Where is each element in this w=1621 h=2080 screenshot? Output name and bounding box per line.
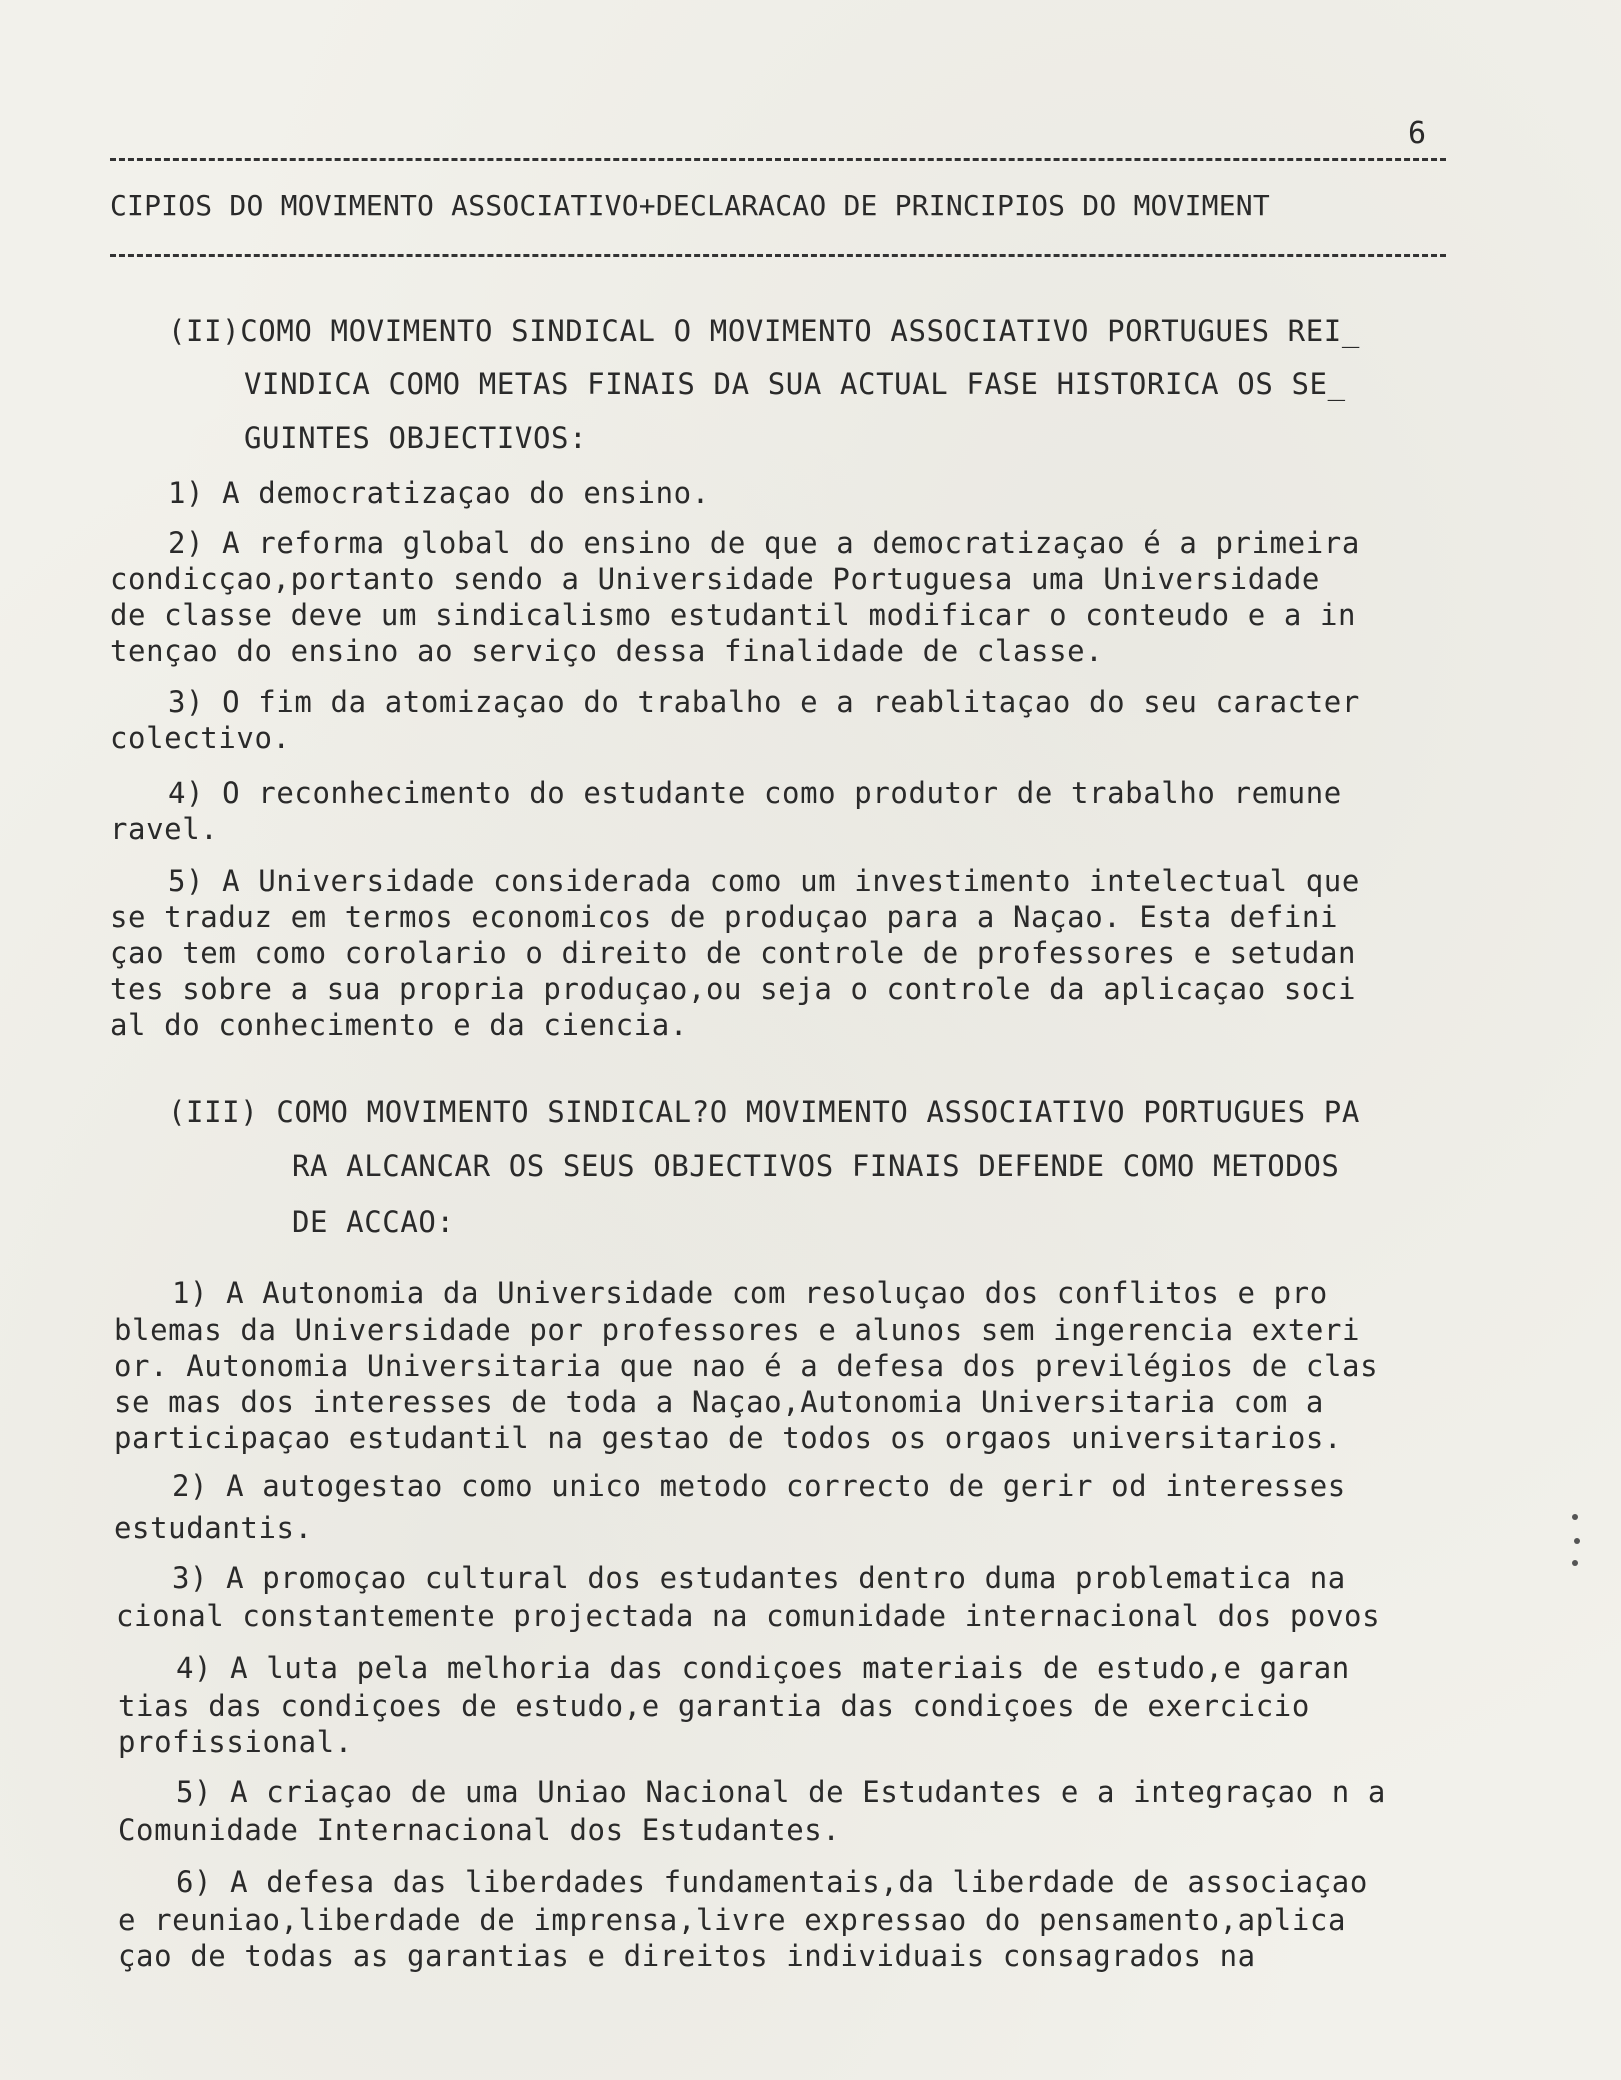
- section-iii-heading-line: (III) COMO MOVIMENTO SINDICAL?O MOVIMENTO ASSOCIATIVO PORTUGUES PA: [168, 1095, 1360, 1129]
- section-ii-item-line: condicçao,portanto sendo a Universidade Portuguesa uma Universidade: [110, 562, 1320, 596]
- section-iii-item-line: or. Autonomia Universitaria que nao é a defesa dos previlégios de clas: [114, 1349, 1379, 1383]
- section-iii-item-line: 2) A autogestao como unico metodo correcto de gerir od interesses: [172, 1469, 1346, 1503]
- section-ii-heading-line: (II)COMO MOVIMENTO SINDICAL O MOVIMENTO ASSOCIATIVO PORTUGUES REI_: [168, 314, 1360, 348]
- section-iii-item-line: 6) A defesa das liberdades fundamentais,da liberdade de associaçao: [176, 1865, 1368, 1899]
- section-ii-item-line: 1) A democratizaçao do ensino.: [168, 476, 710, 510]
- section-ii-heading-line: VINDICA COMO METAS FINAIS DA SUA ACTUAL FASE HISTORICA OS SE_: [244, 367, 1346, 401]
- section-ii-heading-line: GUINTES OBJECTIVOS:: [244, 421, 588, 455]
- section-iii-item-line: cional constantemente projectada na comunidade internacional dos povos: [116, 1599, 1381, 1633]
- section-iii-item-line: çao de todas as garantias e direitos individuais consagrados na: [118, 1939, 1256, 1973]
- section-iii-item-line: Comunidade Internacional dos Estudantes.: [118, 1813, 841, 1847]
- section-iii-item-line: blemas da Universidade por professores e alunos sem ingerencia exteri: [114, 1313, 1361, 1347]
- section-ii-item-line: 5) A Universidade considerada como um investimento intelectual que: [168, 864, 1360, 898]
- section-ii-item-line: tes sobre a sua propria produçao,ou seja o controle da aplicaçao soci: [110, 972, 1357, 1006]
- section-iii-heading-line: RA ALCANCAR OS SEUS OBJECTIVOS FINAIS DEFENDE COMO METODOS: [292, 1149, 1340, 1183]
- section-iii-item-line: 3) A promoçao cultural dos estudantes dentro duma problematica na: [172, 1561, 1346, 1595]
- section-iii-item-line: 5) A criaçao de uma Uniao Nacional de Estudantes e a integraçao n a: [176, 1775, 1386, 1809]
- section-iii-heading-line: DE ACCAO:: [292, 1205, 455, 1239]
- section-ii-item-line: tençao do ensino ao serviço dessa finalidade de classe.: [110, 634, 1104, 668]
- section-ii-item-line: se traduz em termos economicos de produçao para a Naçao. Esta defini: [110, 900, 1339, 934]
- section-iii-item-line: tias das condiçoes de estudo,e garantia das condiçoes de exercicio: [118, 1689, 1310, 1723]
- section-ii-item-line: al do conhecimento e da ciencia.: [110, 1008, 688, 1042]
- section-ii-item-line: colectivo.: [110, 721, 291, 755]
- margin-speck: [1572, 1514, 1578, 1520]
- section-iii-item-line: e reuniao,liberdade de imprensa,livre expressao do pensamento,aplica: [118, 1903, 1347, 1937]
- section-ii-item-line: de classe deve um sindicalismo estudantil modificar o conteudo e a in: [110, 598, 1357, 632]
- section-iii-item-line: 1) A Autonomia da Universidade com resoluçao dos conflitos e pro: [172, 1276, 1328, 1310]
- page-header-title: CIPIOS DO MOVIMENTO ASSOCIATIVO+DECLARACAO DE PRINCIPIOS DO MOVIMENT: [110, 189, 1270, 222]
- section-iii-item-line: estudantis.: [114, 1511, 313, 1545]
- section-iii-item-line: 4) A luta pela melhoria das condiçoes materiais de estudo,e garan: [176, 1651, 1350, 1685]
- section-iii-item-line: profissional.: [118, 1725, 353, 1759]
- page-number: 6: [1408, 116, 1427, 151]
- section-ii-item-line: ravel.: [110, 812, 219, 846]
- dashed-rule-top: [110, 158, 1446, 161]
- margin-speck: [1574, 1538, 1580, 1544]
- section-ii-item-line: 4) O reconhecimento do estudante como produtor de trabalho remune: [168, 776, 1342, 810]
- section-ii-item-line: 3) O fim da atomizaçao do trabalho e a reablitaçao do seu caracter: [168, 685, 1360, 719]
- section-ii-item-line: çao tem como corolario o direito de controle de professores e setudan: [110, 936, 1357, 970]
- margin-speck: [1572, 1560, 1578, 1566]
- dashed-rule-bottom: [110, 254, 1446, 257]
- section-iii-item-line: participaçao estudantil na gestao de todos os orgaos universitarios.: [114, 1421, 1343, 1455]
- section-ii-item-line: 2) A reforma global do ensino de que a democratizaçao é a primeira: [168, 526, 1360, 560]
- section-iii-item-line: se mas dos interesses de toda a Naçao,Autonomia Universitaria com a: [114, 1385, 1324, 1419]
